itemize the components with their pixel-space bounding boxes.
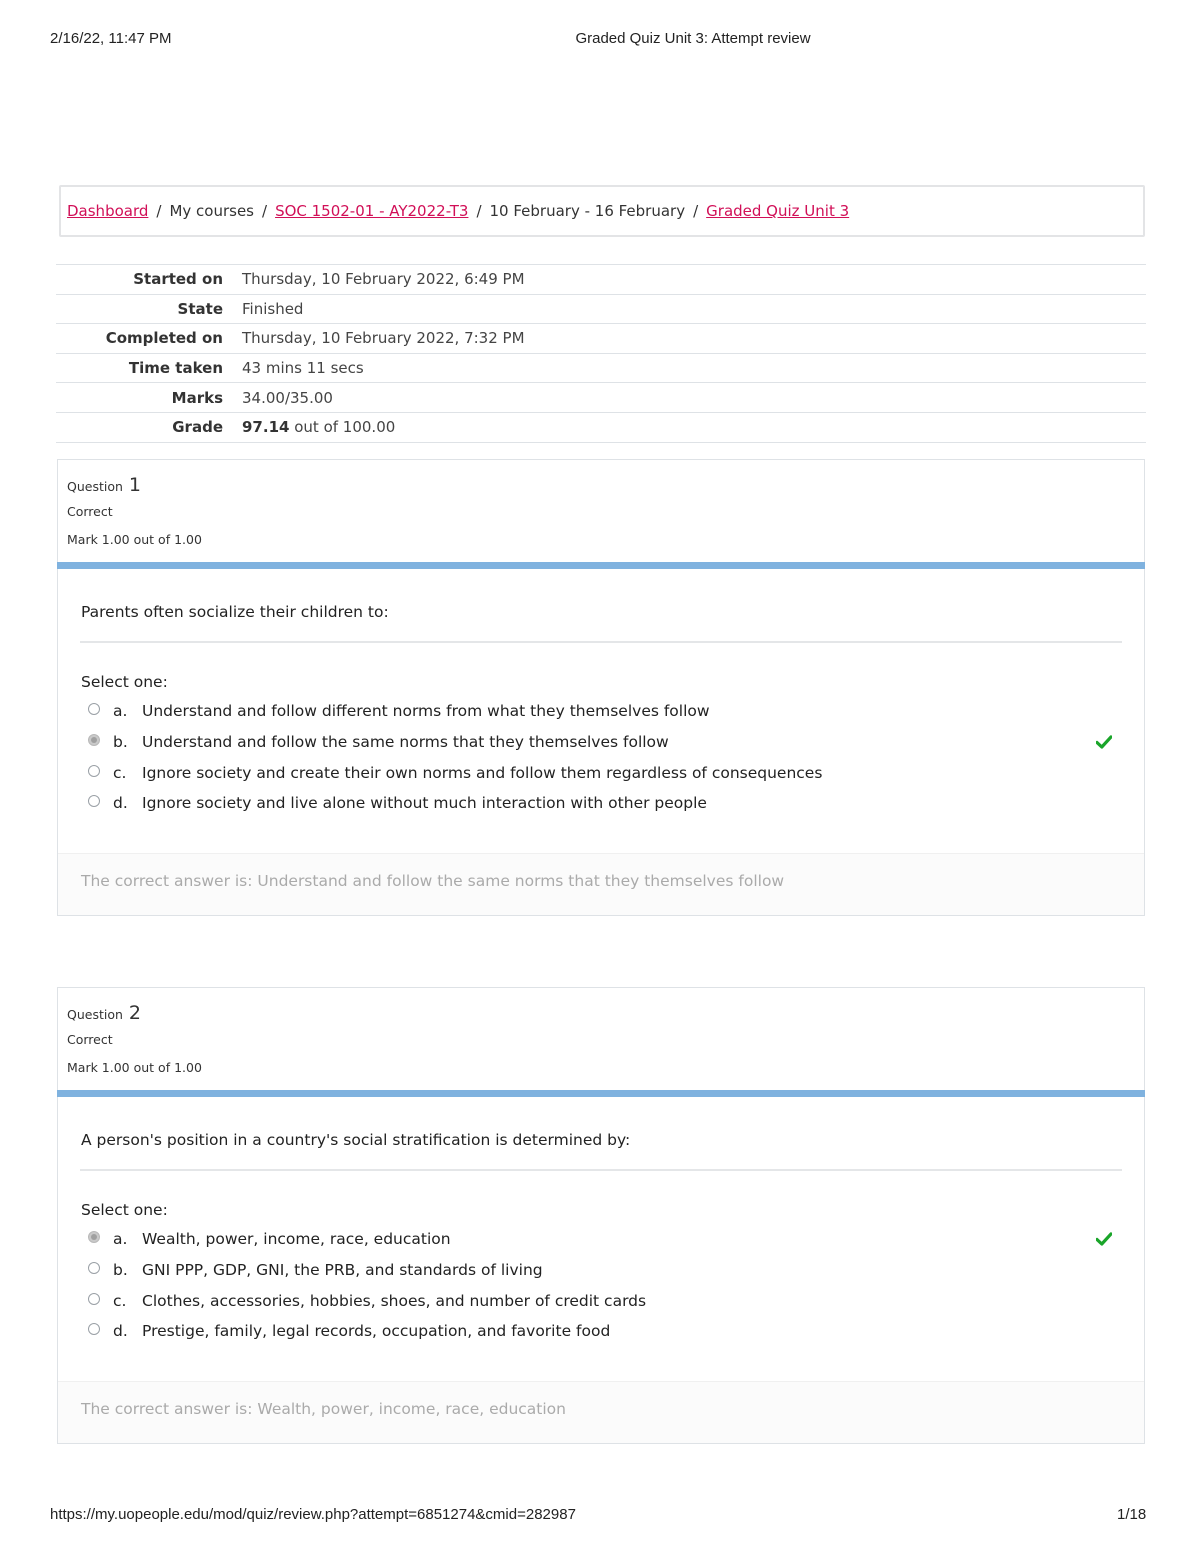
summary-label: Time taken	[128, 359, 223, 378]
question-text: A person's position in a country's social stratification is determined by:	[81, 1131, 631, 1149]
answer-option-d[interactable]	[88, 788, 1144, 819]
summary-value: Finished	[242, 299, 304, 318]
radio-button-selected[interactable]	[88, 1231, 100, 1243]
question-number	[67, 1002, 1144, 1024]
answer-text: Ignore society and create their own norms and follow them regardless of consequences	[142, 763, 823, 782]
answer-letter: c.	[113, 763, 127, 782]
question-state: Correct	[67, 1032, 113, 1047]
answer-option-b[interactable]	[88, 727, 1144, 758]
radio-button[interactable]	[88, 1262, 100, 1274]
summary-value: Thursday, 10 February 2022, 6:49 PM	[242, 270, 525, 289]
select-one-label: Select one:	[81, 1201, 168, 1219]
select-one-label: Select one:	[81, 673, 168, 691]
answer-letter: b.	[113, 1261, 128, 1280]
breadcrumb-dashboard-link[interactable]: Dashboard	[67, 202, 149, 220]
summary-value	[241, 412, 1146, 442]
question-1	[57, 459, 1145, 916]
question-content	[57, 569, 1145, 916]
summary-value: 34.00/35.00	[242, 388, 333, 407]
summary-row-state	[56, 294, 1146, 324]
answer-letter: d.	[113, 1322, 128, 1341]
answer-option-c[interactable]	[88, 1285, 1144, 1316]
answer-list	[58, 1219, 1144, 1347]
question-state: Correct	[67, 504, 113, 519]
attempt-summary-table	[56, 264, 1146, 443]
question-mark: Mark 1.00 out of 1.00	[67, 1060, 202, 1075]
breadcrumb-separator: /	[476, 202, 482, 220]
radio-button[interactable]	[88, 765, 100, 777]
correct-answer-feedback: The correct answer is: Understand and follow the same norms that they themselves follow	[58, 853, 1144, 915]
breadcrumb	[59, 185, 1145, 237]
question-2	[57, 987, 1145, 1444]
question-info	[57, 459, 1145, 562]
question-divider-bar	[57, 1090, 1145, 1097]
summary-row-marks	[56, 383, 1146, 413]
correct-check-icon	[1096, 735, 1112, 749]
answer-letter: c.	[113, 1291, 127, 1310]
answer-text: Clothes, accessories, hobbies, shoes, and number of credit cards	[142, 1291, 647, 1310]
print-url: https://my.uopeople.edu/mod/quiz/review.php?attempt=6851274&cmid=282987	[50, 1506, 576, 1523]
answer-letter: a.	[113, 1230, 128, 1249]
radio-button-selected[interactable]	[88, 734, 100, 746]
grade-score: 97.14	[242, 418, 290, 437]
answer-text: Understand and follow different norms from what they themselves follow	[142, 702, 710, 721]
answer-text: Understand and follow the same norms that they themselves follow	[142, 733, 669, 752]
question-label: Question	[67, 479, 123, 494]
breadcrumb-separator: /	[693, 202, 699, 220]
summary-row-started	[56, 265, 1146, 295]
radio-button[interactable]	[88, 1323, 100, 1335]
summary-label: Completed on	[105, 329, 223, 348]
breadcrumb-quiz-link[interactable]: Graded Quiz Unit 3	[706, 202, 850, 220]
answer-letter: d.	[113, 794, 128, 813]
summary-label: Grade	[172, 418, 223, 437]
answer-text: Wealth, power, income, race, education	[142, 1230, 451, 1249]
question-text: Parents often socialize their children to:	[81, 603, 389, 621]
answer-option-b[interactable]	[88, 1255, 1144, 1286]
summary-value: 43 mins 11 secs	[242, 359, 364, 378]
answer-text: Ignore society and live alone without much interaction with other people	[142, 794, 707, 813]
print-header	[0, 30, 1200, 50]
radio-button[interactable]	[88, 703, 100, 715]
question-mark: Mark 1.00 out of 1.00	[67, 532, 202, 547]
answer-option-d[interactable]	[88, 1316, 1144, 1347]
answer-letter: a.	[113, 702, 128, 721]
breadcrumb-course-link[interactable]: SOC 1502-01 - AY2022-T3	[275, 202, 469, 220]
answer-text: Prestige, family, legal records, occupation, and favorite food	[142, 1322, 611, 1341]
answer-option-a[interactable]	[88, 1224, 1144, 1255]
question-label: Question	[67, 1007, 123, 1022]
summary-value: Thursday, 10 February 2022, 7:32 PM	[242, 329, 525, 348]
correct-answer-feedback: The correct answer is: Wealth, power, income, race, education	[58, 1381, 1144, 1443]
grade-suffix: out of 100.00	[294, 418, 396, 437]
question-number	[67, 474, 1144, 496]
question-content	[57, 1097, 1145, 1444]
question-number-value: 2	[128, 1002, 141, 1024]
summary-label: State	[177, 299, 223, 318]
radio-button[interactable]	[88, 1293, 100, 1305]
print-datetime: 2/16/22, 11:47 PM	[50, 30, 172, 47]
radio-button[interactable]	[88, 795, 100, 807]
breadcrumb-separator: /	[262, 202, 268, 220]
breadcrumb-week: 10 February - 16 February	[489, 202, 686, 220]
summary-row-time-taken	[56, 353, 1146, 383]
summary-row-completed	[56, 324, 1146, 354]
question-info	[57, 987, 1145, 1090]
summary-row-grade	[56, 412, 1146, 442]
summary-label: Started on	[133, 270, 223, 289]
answer-list	[58, 691, 1144, 819]
question-divider-bar	[57, 562, 1145, 569]
breadcrumb-separator: /	[156, 202, 162, 220]
answer-option-c[interactable]	[88, 757, 1144, 788]
question-number-value: 1	[128, 474, 141, 496]
answer-letter: b.	[113, 733, 128, 752]
correct-check-icon	[1096, 1232, 1112, 1246]
summary-label: Marks	[171, 388, 223, 407]
breadcrumb-my-courses: My courses	[169, 202, 254, 220]
print-page-number: 1/18	[1117, 1506, 1147, 1523]
answer-option-a[interactable]	[88, 696, 1144, 727]
answer-text: GNI PPP, GDP, GNI, the PRB, and standards of living	[142, 1261, 543, 1280]
print-page-title: Graded Quiz Unit 3: Attempt review	[575, 30, 811, 47]
